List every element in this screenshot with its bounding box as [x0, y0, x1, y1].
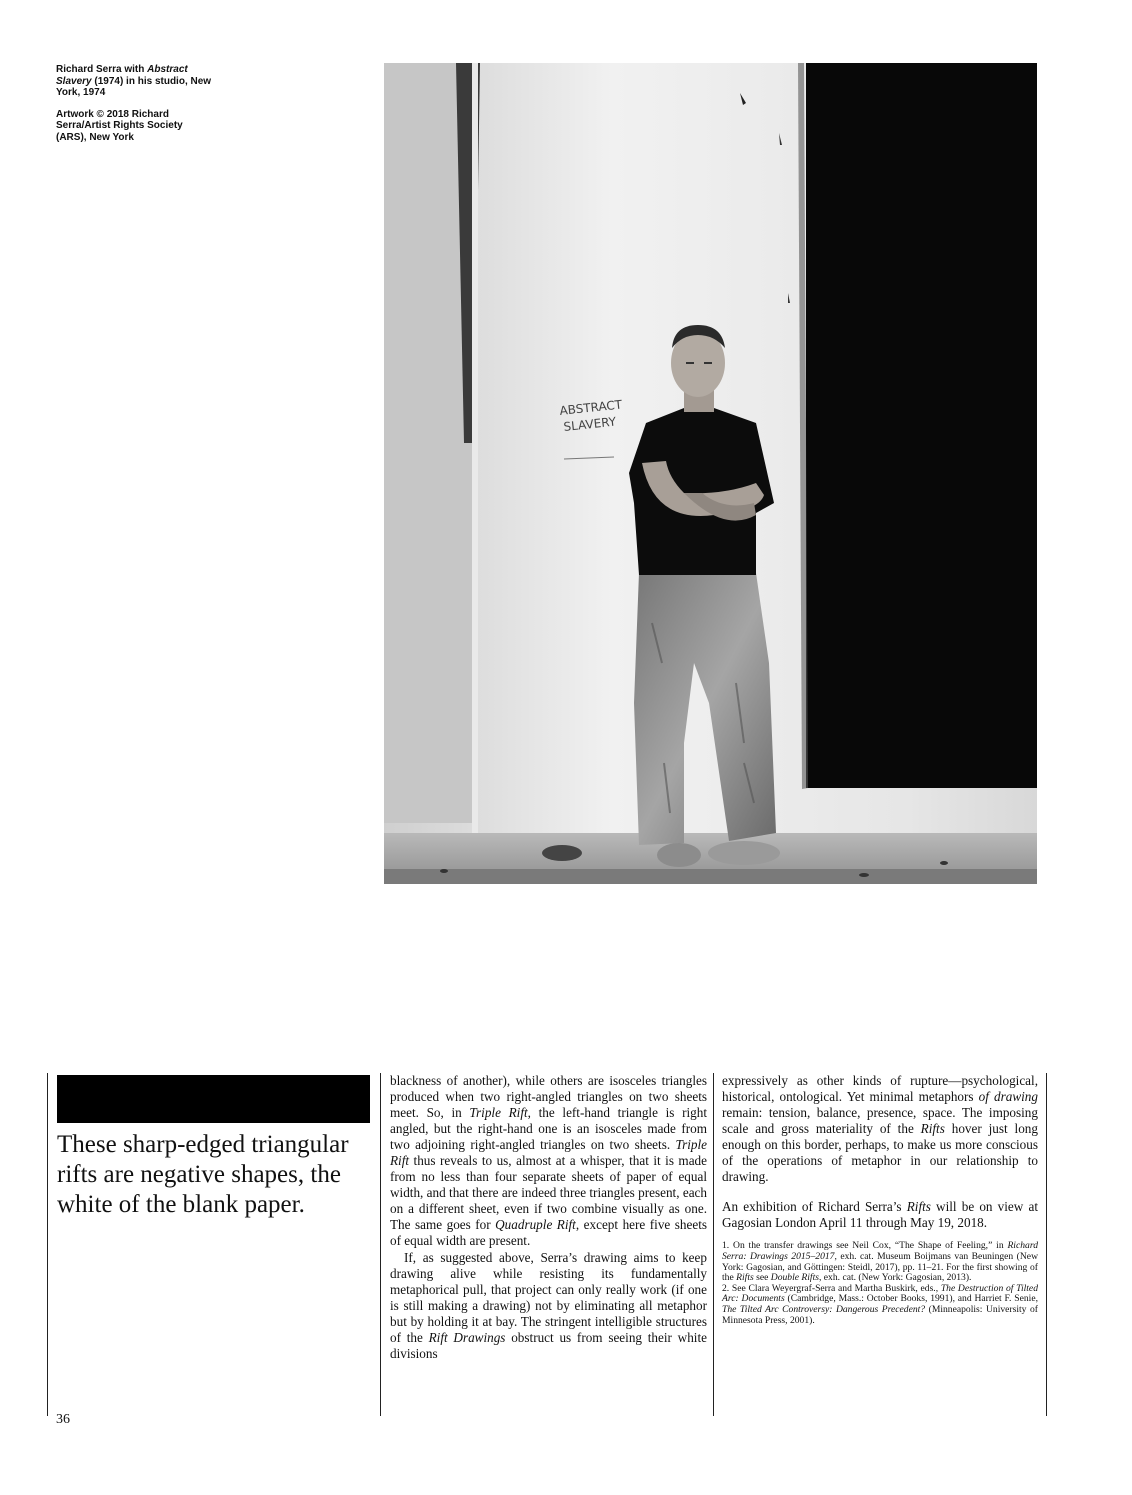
footnotes — [722, 1241, 1038, 1326]
body-paragraph: If, as suggested above, Serra’s drawing aims to keep drawing alive while resisting its fundamentally metaphorical pull, that project can only really work (if one is still making a drawing) not by eliminating all metaphor but by holding it at bay. The stringent intelligible structures of the Rift Drawings obstruct us from seeing their white divisions — [390, 1249, 707, 1361]
paragraph-gap — [722, 1185, 1038, 1199]
caption-title-line: Richard Serra with Abstract Slavery (1974) in his studio, New York, 1974 — [56, 64, 212, 98]
footnote-1: 1. On the transfer drawings see Neil Cox, “The Shape of Feeling,” in Richard Serra: Drawings 2015–2017, exh. cat. Museum Boijmans van Beuningen (New York: Gagosian, and Göttingen: Steidl, 2017), pp. 11–21. For the first showing of the Rifts see Double Rifts, exh. cat. (New York: Gagosian, 2013). — [722, 1240, 1038, 1284]
studio-photograph — [384, 63, 1037, 884]
left-column-rule — [47, 1073, 48, 1416]
wall-writing-line1: ABSTRACT — [558, 397, 623, 418]
column-rule-1 — [380, 1073, 381, 1416]
caption-credit: Artwork © 2018 Richard Serra/Artist Rights Society (ARS), New York — [56, 108, 183, 143]
footnote-2: 2. See Clara Weyergraf-Serra and Martha Buskirk, eds., The Destruction of Tilted Arc: Documents (Cambridge, Mass.: October Books, 1991), and Harriet F. Senie, The Tilted Arc Controversy: Dangerous Precedent? (Minneapolis: University of Minnesota Press, 2001). — [722, 1282, 1038, 1326]
body-paragraph: expressively as other kinds of rupture—psychological, historical, ontological. Yet minimal metaphors of drawing remain: tension, balance, presence, space. The imposing scale and gross materiality of the Rifts hover just long enough on this border, perhaps, to make us more conscious of the operations of metaphor in our relationship to drawing. — [722, 1073, 1038, 1185]
column-rule-2 — [713, 1073, 714, 1416]
black-bar — [57, 1075, 370, 1123]
photograph-drawing — [384, 63, 1037, 884]
artwork-title: Abstract Slavery — [56, 64, 188, 87]
body-paragraph: blackness of another), while others are isosceles triangles produced when two right-angled triangles on two sheets meet. So, in Triple Rift, the left-hand triangle is right angled, but the right-hand one is an isosceles made from two adjoining right-angled triangles on two sheets. Triple Rift thus reveals to us, almost at a whisper, that it is made from no less than four separate sheets of paper of equal width, and that there are indeed three triangles present, each on a different sheet, even if two combine visually as one. The same goes for Quadruple Rift, except here five sheets of equal width are present. — [390, 1073, 707, 1249]
exhibition-note: An exhibition of Richard Serra’s Rifts will be on view at Gagosian London April 11 through May 19, 2018. — [722, 1199, 1038, 1231]
page-number: 36 — [56, 1412, 70, 1427]
pull-quote: These sharp-edged triangular rifts are negative shapes, the white of the blank paper. — [57, 1131, 349, 1218]
wall-writing-line2: SLAVERY — [562, 414, 617, 434]
column-rule-3 — [1046, 1073, 1047, 1416]
photo-caption — [56, 64, 216, 153]
body-column-1 — [390, 1073, 707, 1362]
body-column-2 — [722, 1073, 1038, 1326]
